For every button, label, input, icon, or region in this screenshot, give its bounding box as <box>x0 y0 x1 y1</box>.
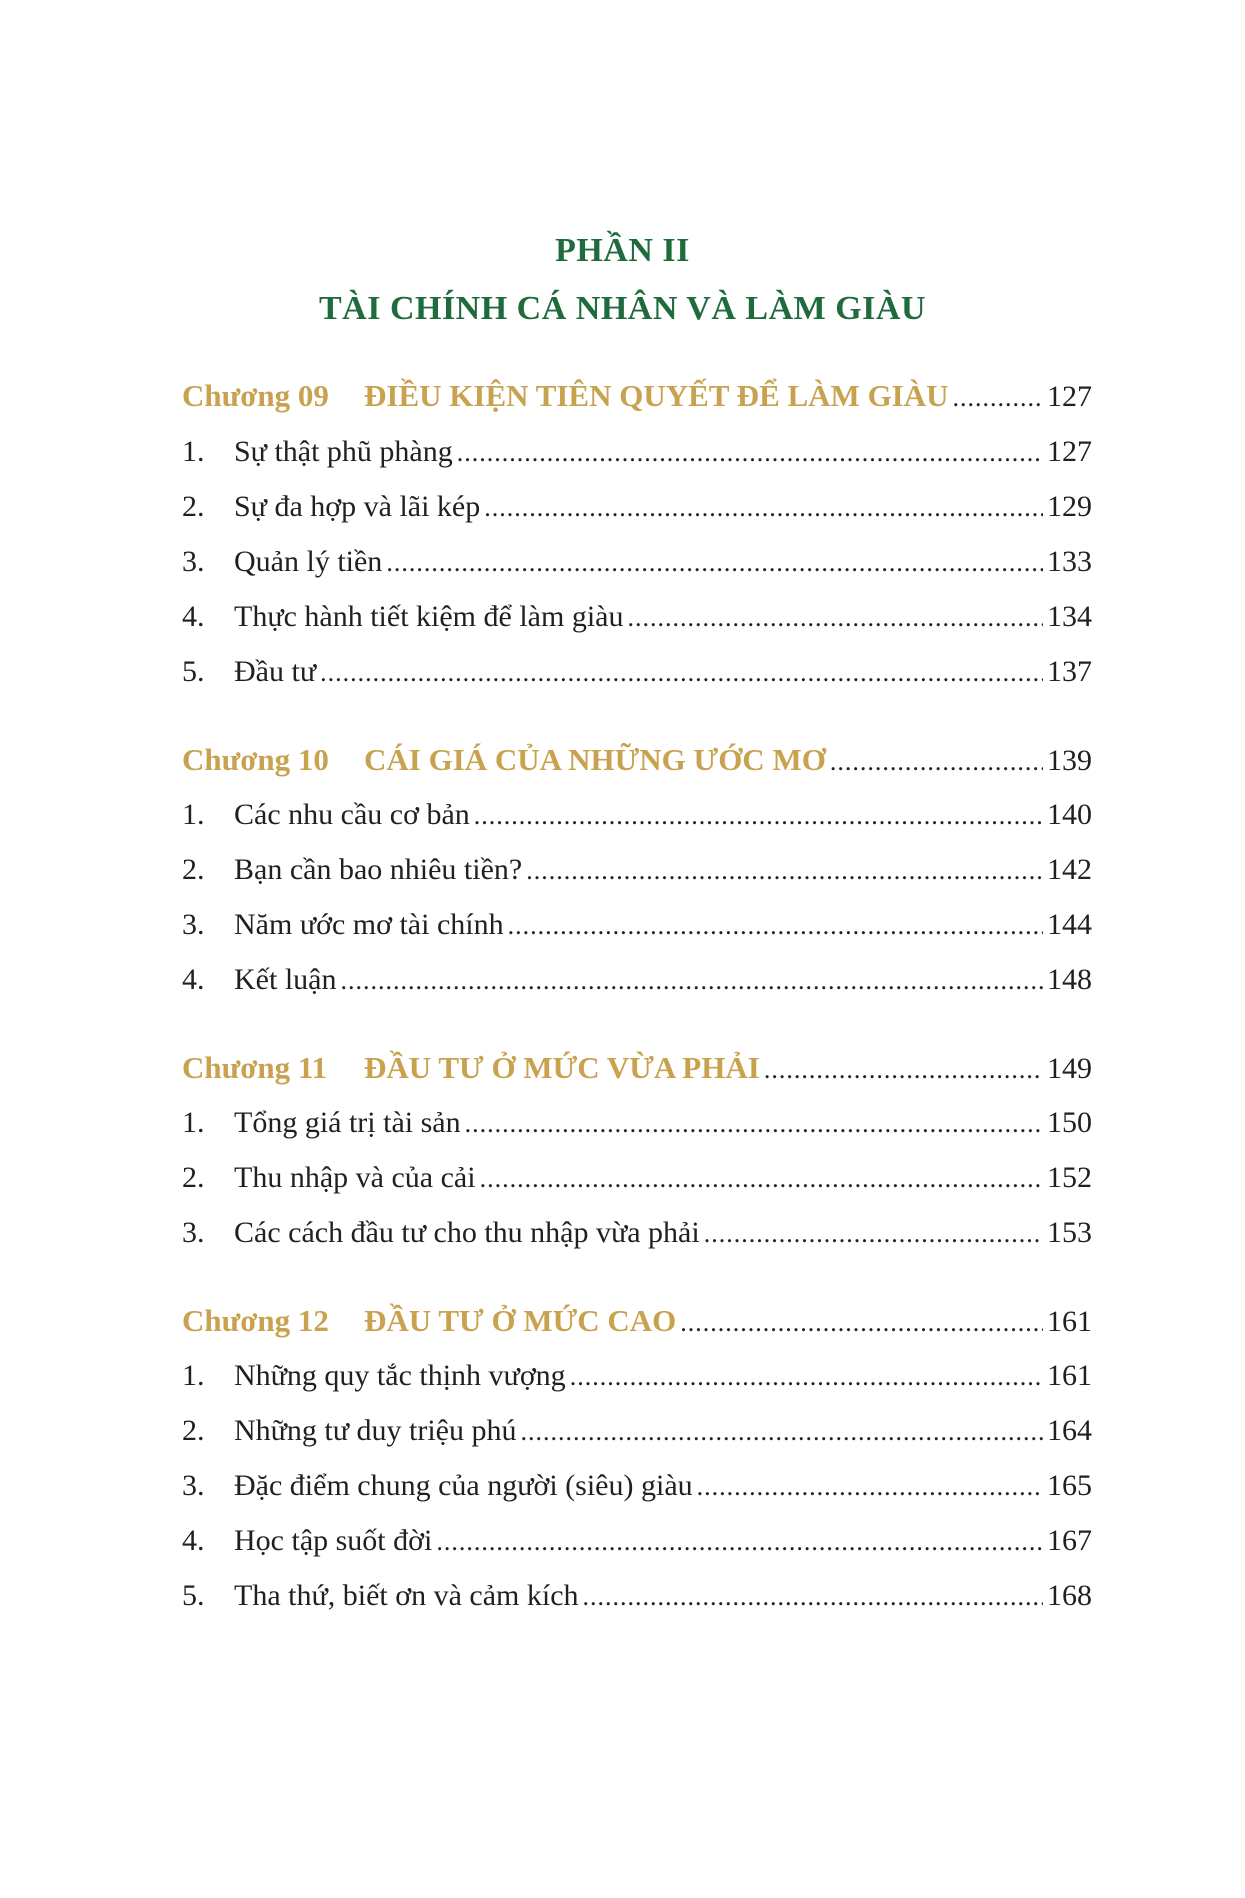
toc-item[interactable] <box>182 798 1092 832</box>
toc-item[interactable] <box>182 1469 1092 1503</box>
dot-leader <box>521 1417 1044 1447</box>
item-title: Sự đa hợp và lãi kép <box>234 490 481 523</box>
item-number: 2. <box>182 1161 205 1194</box>
toc-item[interactable] <box>182 1359 1092 1393</box>
page-number: 144 <box>1047 908 1092 941</box>
dot-leader <box>484 493 1043 523</box>
item-title: Những tư duy triệu phú <box>234 1414 517 1447</box>
item-title: Kết luận <box>234 963 337 996</box>
page-number: 139 <box>1047 744 1092 777</box>
item-title: Tổng giá trị tài sản <box>234 1106 461 1139</box>
toc-item[interactable] <box>182 1216 1092 1250</box>
item-number: 1. <box>182 435 205 468</box>
dot-leader <box>474 801 1043 831</box>
item-title: Thực hành tiết kiệm để làm giàu <box>234 600 624 633</box>
dot-leader <box>457 438 1043 468</box>
item-title: Thu nhập và của cải <box>234 1161 476 1194</box>
item-title: Đầu tư <box>234 655 317 688</box>
item-number: 3. <box>182 908 205 941</box>
page-number: 168 <box>1047 1579 1092 1612</box>
toc-item[interactable] <box>182 908 1092 942</box>
dot-leader <box>508 911 1043 941</box>
dot-leader <box>340 966 1043 996</box>
item-title: Đặc điểm chung của người (siêu) giàu <box>234 1469 693 1502</box>
item-number: 5. <box>182 1579 205 1612</box>
page-number: 134 <box>1047 600 1092 633</box>
dot-leader <box>480 1164 1043 1194</box>
toc-item[interactable] <box>182 1579 1092 1613</box>
page-number: 127 <box>1047 380 1092 413</box>
toc-item[interactable] <box>182 435 1092 469</box>
dot-leader <box>386 548 1043 578</box>
page-number: 153 <box>1047 1216 1092 1249</box>
page-number: 133 <box>1047 545 1092 578</box>
chapter-11-entry[interactable] <box>182 1050 1092 1086</box>
item-number: 2. <box>182 853 205 886</box>
chapter-label: Chương 09 <box>182 378 329 413</box>
dot-leader <box>320 658 1043 688</box>
item-number: 1. <box>182 1359 205 1392</box>
chapter-label: Chương 11 <box>182 1050 328 1085</box>
page-number: 150 <box>1047 1106 1092 1139</box>
toc-item[interactable] <box>182 655 1092 689</box>
toc-item[interactable] <box>182 545 1092 579</box>
item-number: 2. <box>182 490 205 523</box>
page-number: 142 <box>1047 853 1092 886</box>
item-number: 4. <box>182 1524 205 1557</box>
page-number: 129 <box>1047 490 1092 523</box>
dot-leader <box>570 1362 1043 1392</box>
toc-item[interactable] <box>182 963 1092 997</box>
dot-leader <box>583 1582 1043 1612</box>
page-number: 161 <box>1047 1305 1092 1338</box>
chapter-label: Chương 12 <box>182 1303 329 1338</box>
page-number: 127 <box>1047 435 1092 468</box>
dot-leader <box>764 1055 1043 1085</box>
item-number: 3. <box>182 1216 205 1249</box>
page-number: 148 <box>1047 963 1092 996</box>
page-number: 137 <box>1047 655 1092 688</box>
toc-item[interactable] <box>182 490 1092 524</box>
chapter-label: Chương 10 <box>182 742 329 777</box>
chapter-title: ĐẦU TƯ Ở MỨC CAO <box>364 1303 677 1338</box>
item-title: Các nhu cầu cơ bản <box>234 798 470 831</box>
chapter-12-entry[interactable] <box>182 1303 1092 1339</box>
part-label: PHẦN II <box>555 232 690 269</box>
page-number: 167 <box>1047 1524 1092 1557</box>
page-number: 149 <box>1047 1052 1092 1085</box>
item-title: Các cách đầu tư cho thu nhập vừa phải <box>234 1216 700 1249</box>
chapter-09-entry[interactable] <box>182 378 1092 414</box>
page-number: 165 <box>1047 1469 1092 1502</box>
item-number: 3. <box>182 545 205 578</box>
toc-item[interactable] <box>182 1414 1092 1448</box>
toc-item[interactable] <box>182 1106 1092 1140</box>
item-number: 1. <box>182 798 205 831</box>
item-title: Những quy tắc thịnh vượng <box>234 1359 566 1392</box>
chapter-title: ĐIỀU KIỆN TIÊN QUYẾT ĐỂ LÀM GIÀU <box>364 378 949 413</box>
dot-leader <box>704 1219 1043 1249</box>
dot-leader <box>465 1109 1043 1139</box>
item-title: Năm ước mơ tài chính <box>234 908 504 941</box>
dot-leader <box>680 1308 1043 1338</box>
dot-leader <box>526 856 1043 886</box>
page-number: 161 <box>1047 1359 1092 1392</box>
page-number: 140 <box>1047 798 1092 831</box>
dot-leader <box>436 1527 1043 1557</box>
item-title: Bạn cần bao nhiêu tiền? <box>234 853 523 886</box>
toc-item[interactable] <box>182 600 1092 634</box>
item-number: 4. <box>182 600 205 633</box>
item-title: Quản lý tiền <box>234 545 383 578</box>
toc-item[interactable] <box>182 853 1092 887</box>
dot-leader <box>697 1472 1043 1502</box>
item-title: Sự thật phũ phàng <box>234 435 453 468</box>
item-number: 5. <box>182 655 205 688</box>
dot-leader <box>830 747 1043 777</box>
item-title: Tha thứ, biết ơn và cảm kích <box>234 1579 579 1612</box>
item-number: 1. <box>182 1106 205 1139</box>
toc-item[interactable] <box>182 1524 1092 1558</box>
chapter-title: ĐẦU TƯ Ở MỨC VỪA PHẢI <box>364 1050 760 1085</box>
item-number: 2. <box>182 1414 205 1447</box>
chapter-title: CÁI GIÁ CỦA NHỮNG ƯỚC MƠ <box>364 742 826 777</box>
part-title: TÀI CHÍNH CÁ NHÂN VÀ LÀM GIÀU <box>318 290 926 327</box>
page-number: 152 <box>1047 1161 1092 1194</box>
toc-item[interactable] <box>182 1161 1092 1195</box>
chapter-10-entry[interactable] <box>182 742 1092 778</box>
item-number: 3. <box>182 1469 205 1502</box>
item-number: 4. <box>182 963 205 996</box>
dot-leader <box>627 603 1043 633</box>
page-number: 164 <box>1047 1414 1092 1447</box>
item-title: Học tập suốt đời <box>234 1524 433 1557</box>
dot-leader <box>953 383 1043 413</box>
